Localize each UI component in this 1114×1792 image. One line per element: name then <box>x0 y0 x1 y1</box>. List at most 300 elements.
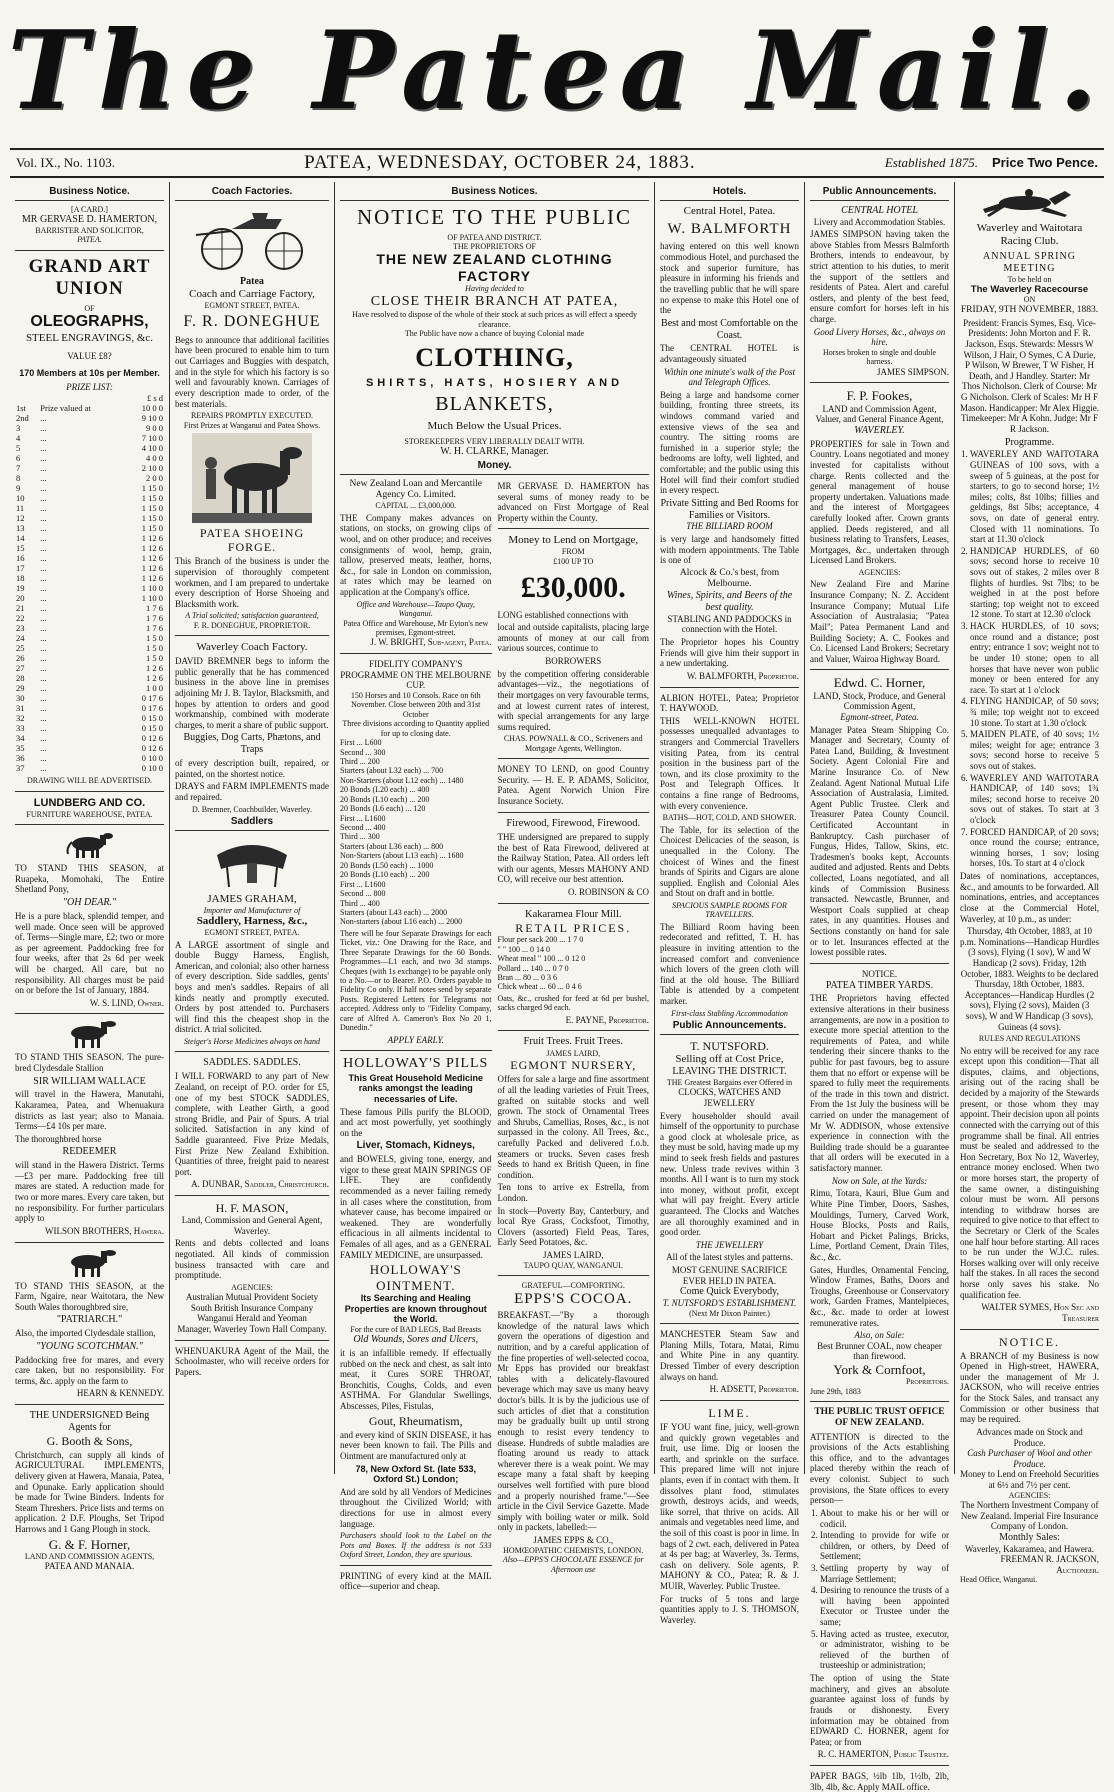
newspaper-title: The Patea Mail. <box>7 8 1107 134</box>
mason-agencies-body: Australian Mutual Provident Society South British Insurance Company Wanganui Herald and Yeoman <box>185 1292 319 1324</box>
section-header: Business Notices. <box>340 186 649 201</box>
blankets: BLANKETS, <box>435 393 554 416</box>
divider <box>498 812 650 813</box>
epps-cocoa: EPPS'S COCOA. <box>514 1290 633 1307</box>
balmforth-name: W. BALMFORTH <box>667 220 792 237</box>
dateline-right <box>885 155 1098 171</box>
table-cell: ... <box>40 723 47 734</box>
epps-body: BREAKFAST.—"By a thorough knowledge of the natural laws which govern the operations of digestion and nutrition, and by a careful application of the fine properties of well-selected cocoa, Mr Epps has provided our breakfast tables with a delicately-flavoured beverage which may save us many heavy doctor's bills. It is by the judicious use of such articles of diet that a constitution may be gradually built up until strong enough to resist every tendency to disease. Hundreds of subtle maladies are floating around us ready to attack wherever there is a weak point. We may escape many a fatal shaft by keeping ourselves well fortified with pure blood and a properly nourished frame."—See article in the Civil Service Gazette. Made simply with boiling water or milk. Sold only in packets, labelled:— <box>497 1310 649 1533</box>
programme-title: Programme. <box>1004 436 1055 448</box>
hamerton-name: MR GERVASE D. HAMERTON, <box>21 214 158 226</box>
table-cell: ... <box>40 763 47 774</box>
storekeepers: STOREKEEPERS VERY LIBERALLY DEALT WITH. <box>404 436 585 446</box>
mortgage-from: FROM <box>561 547 585 557</box>
table-cell: 1 2 6 <box>146 673 163 684</box>
central-hotel: CENTRAL HOTEL <box>841 204 918 216</box>
table-cell: 26 <box>16 653 25 664</box>
graham-name: JAMES GRAHAM, <box>207 892 297 905</box>
bremner-sig: D. Bremner, Coachbuilder, Waverley. <box>191 804 312 814</box>
graham-street: EGMONT STREET, PATEA. <box>204 928 300 938</box>
fidelity-row: 20 Bonds (L6 each) ... 120 <box>340 804 426 814</box>
table-cell: 1 7 6 <box>146 623 163 634</box>
table-row <box>15 703 164 713</box>
advances: Advances made on Stock and Produce. <box>976 1426 1083 1448</box>
fookes-agencies-body: New Zealand Fire and Marine Insurance Company; N. Z. Accident Insurance Company; Mutual Life Association of Australasia; "Patea Mail"; Patea Permanent Land and Building Society; A. C. Fookes and Co. Licensed Land Brokers; Secretary and Valuer, Wairoa Highway Board. <box>810 579 949 664</box>
mason-manager: Manager, Waverley Town Hall Company. <box>177 1324 327 1335</box>
table-cell: ... <box>40 633 47 644</box>
table-cell: ... <box>40 753 47 764</box>
lime-body: IF YOU want fine, juicy, well-grown and quickly grown vegetables and fruit, use lime. Dig or loosen the earth, and sprinkle on the surface. This prepared lime will not injure plants, even if in contact with them. It dissolves plant food, stimulates growth, destroys acids, and weeds, like sorrel, that thrive on acids. All animals and vegetables need lime, and the soil of this coast is poor in lime. In bags of 2 cwt. each, delivered in Patea at 4s per bag; at Waverley, 3s. Terms, cash on delivery. Sole agents, P. MAHONY & CO., Patea; R. & J. MUIR, Waverley. Public Trustee. <box>660 1421 799 1592</box>
divider <box>660 1400 799 1401</box>
table-row <box>15 663 164 673</box>
table-cell: 19 <box>16 583 25 594</box>
firewood-body: THE undersigned are prepared to supply the best of Rata Firewood, delivered at the Railway Station, Patea. All orders left with our agents, Messrs MAHONY AND CO, will receive our best attention. <box>497 832 649 885</box>
next-door: (Next Mr Dixon Painter.) <box>689 1308 770 1318</box>
table-cell: ... <box>40 523 47 534</box>
fidelity-row: Third ... 200 <box>340 756 380 766</box>
retail-prices: RETAIL PRICES. <box>515 921 632 936</box>
table-cell: 32 <box>16 713 25 724</box>
gout-title: Gout, Rheumatism, <box>368 1413 463 1428</box>
fidelity-row: Non-Starters (about L12 each) ... 1480 <box>340 775 464 785</box>
race-item: 4. FLYING HANDICAP, of 50 sovs; ¾ mile; top weight not to exceed 10 stone. To start at 1.30 o'clock <box>970 696 1099 728</box>
table-row <box>15 593 164 603</box>
bremner-body: DAVID BREMNER begs to inform the public generally that he has commenced business in the above line in premises adjoining Mr J. B. Taylor, Blacksmith, and hopes by attention to orders and good workmanship, combined with moderate charges, to merit a share of public support. <box>175 656 329 730</box>
money-left <box>340 479 492 1594</box>
sacrifice: MOST GENUINE SACRIFICE EVER HELD IN PATEA. <box>671 1265 788 1286</box>
simpson-sig: JAMES SIMPSON. <box>876 366 949 377</box>
list-item: 1. About to make his or her will or codicil. <box>820 1508 949 1529</box>
divider <box>15 791 164 792</box>
race-list <box>960 449 1099 869</box>
forge-trial: A Trial solicited; satisfaction guaranteed, <box>185 611 319 621</box>
divider <box>810 669 949 670</box>
prize-header-cell <box>15 393 39 403</box>
table-row <box>15 733 164 743</box>
firstclass-stabling: First-class Stabling Accommodation <box>671 1008 788 1018</box>
borrowers-title: BORROWERS <box>545 656 602 667</box>
divider <box>498 528 650 529</box>
race-item: 2. HANDICAP HURDLES, of 60 sovs; second horse to receive 10 sovs out of stakes, 2 miles over 8 flights of hurdles. 9st 7lbs; to be weighed in at the post before starting; top weight not to exceed 12 stone. To start at 12.30 o'clock <box>970 546 1099 620</box>
table-row <box>15 453 164 463</box>
table-cell: 20 <box>16 593 25 604</box>
billiard-room: THE BILLIARD ROOM <box>686 521 773 532</box>
chance: The Public have now a chance of buying Colonial made <box>404 329 585 339</box>
gout-body: and every kind of SKIN DISEASE, it has never been known to fail. The Pills and Ointment are manufactured only at <box>340 1429 492 1462</box>
payne-sig: E. PAYNE, Proprietor. <box>565 1014 649 1025</box>
table-row <box>15 693 164 703</box>
race-date: FRIDAY, 9TH NOVEMBER, 1883. <box>960 304 1099 315</box>
column-5 <box>805 182 955 1792</box>
table-cell: ... <box>40 703 47 714</box>
saddles-head: SADDLES. SADDLES. <box>203 1057 301 1069</box>
columns <box>10 182 1104 1792</box>
table-cell: 2nd <box>16 412 29 423</box>
steiger-note: Steiger's Horse Medicines always on hand <box>183 1037 321 1047</box>
oxford-body: And are sold by all Vendors of Medicines throughout the Civilized World; with directions for use in almost every language. <box>340 1486 492 1529</box>
table-cell: ... <box>40 503 47 513</box>
divider <box>340 653 492 654</box>
table-row <box>15 723 164 733</box>
mason-body: Rents and debts collected and loans negotiated. All kinds of commission business transacted with care and promptitude. <box>175 1238 329 1281</box>
divider <box>810 382 949 383</box>
table-cell: ... <box>40 422 47 433</box>
wallace-body: will travel in the Hawera, Manutahi, Kakaramea, Patea, and Whenuakura districts as last year; also to Manaia. Terms—£4 10s per mare. <box>15 1089 164 1132</box>
dates-body: Dates of nominations, acceptances, &c., and amounts to be forwarded. All nominations, entries, and acceptances close at the Commercial Hotel, Waverley, at 10 p.m., as under: <box>960 871 1099 924</box>
table-row <box>15 543 164 553</box>
apply-early: APPLY EARLY. <box>387 1034 444 1045</box>
table-cell: 14 <box>16 533 25 544</box>
table-row <box>15 503 164 513</box>
trust-sig: R. C. HAMERTON, Public Trustee. <box>817 1749 949 1760</box>
fidelity-row: Third ... 300 <box>340 832 380 842</box>
oleographs: OLEOGRAPHS, <box>30 313 149 331</box>
table-cell: 0 10 0 <box>141 753 163 764</box>
section-header: Money. <box>340 460 649 475</box>
art-union-title: GRAND ART UNION <box>28 255 151 300</box>
york-sub: Proprietors. <box>905 1377 949 1387</box>
trust-list <box>810 1508 949 1671</box>
table-cell: ... <box>40 613 47 624</box>
close-branch: CLOSE THEIR BRANCH AT PATEA, <box>370 293 619 309</box>
table-cell: 13 <box>16 523 25 534</box>
table-cell: 34 <box>16 733 25 744</box>
nzloan-sig: J. W. BRIGHT, Sub-agent, Patea. <box>370 637 492 648</box>
holloway-oint-sub: Its Searching and Healing Properties are known throughout the World. <box>344 1292 487 1325</box>
holloway-pills: HOLLOWAY'S PILLS <box>343 1056 489 1072</box>
table-cell: 22 <box>16 613 25 624</box>
ohdear-sig: W. S. LIND, Owner. <box>89 997 164 1008</box>
table-cell: 0 12 6 <box>141 733 163 744</box>
albion-body-3: The Billiard Room having been redecorated and refitted, T. H. has pleasure in inviting attention to the increased comfort and convenience which lovers of the green cloth will find at the old house. The Billiard Table is attended by a competent marker. <box>660 921 799 1007</box>
fidelity-row: 20 Bonds (L20 each) ... 400 <box>340 785 430 795</box>
clothing-factory: THE NEW ZEALAND CLOTHING FACTORY <box>376 251 613 284</box>
drays-body: DRAYS and FARM IMPLEMENTS made and repaired. <box>175 781 329 802</box>
patriarch-name: "PATRIARCH." <box>56 1314 123 1326</box>
holloway-ointment: HOLLOWAY'S OINTMENT. <box>369 1262 462 1293</box>
wines-note: Wines, Spirits, and Beers of the best quality. <box>666 590 793 614</box>
table-row <box>15 523 164 533</box>
notice-head: NOTICE. <box>861 968 898 979</box>
divider <box>15 250 164 251</box>
trust-body: ATTENTION is directed to the provisions of the Acts establishing this office, and to the advantages placed thereby within the reach of every colonist. Subject to such provisions, the State offices to every person— <box>810 1431 949 1506</box>
mortgage-amount: £30,000. <box>520 571 626 605</box>
table-row <box>15 763 164 773</box>
fidelity-body: There will be four Separate Drawings for each Ticket, viz.: One Drawing for the Race, and Three Separate Drawings for the 60 Bonds. Programmes—L1 each, and two 3d stamps. Cheques (with 1s exchange) to be payable only to a No.—or to Bearer. P.O. Orders payable to Fidelity Co only. If half notes send by separate Posts. Registered Letters for Telegrams not accepted. Address only to "Fidelity Company, care of Alfred A. Cameron's Box No 20 1, Dunedin." <box>340 928 492 1033</box>
fidelity-row: 20 Bonds (L50 each) ... 1000 <box>340 860 434 870</box>
column-3 <box>335 182 655 1592</box>
table-cell: 4 10 0 <box>141 442 163 453</box>
retail-row: " " 100 ... 0 14 0 <box>497 944 551 954</box>
lundberg-sub: FURNITURE WAREHOUSE, PATEA. <box>26 809 153 819</box>
divider <box>810 1765 949 1766</box>
firewood-sig: O. ROBINSON & CO <box>567 887 649 898</box>
on-label: ON <box>1023 295 1036 305</box>
horse-icon <box>60 1019 120 1049</box>
table-cell: ... <box>40 482 47 493</box>
table-row <box>15 633 164 643</box>
dateline <box>10 148 1104 178</box>
table-cell: 0 17 6 <box>141 693 163 704</box>
fidelity-sub: 150 Horses and 10 Consols. Race on 6th November. Close between 20th and 31st October <box>350 690 481 719</box>
money-columns <box>340 479 649 1594</box>
section-header: Hotels. <box>660 186 799 201</box>
racehorse-illustration <box>960 187 1099 219</box>
central-hotel-title: Central Hotel, Patea. <box>683 204 776 217</box>
wallace-name: SIR WILLIAM WALLACE <box>33 1075 146 1087</box>
table-cell: 27 <box>16 663 25 674</box>
list-item: 3. Settling property by way of Marriage Settlement; <box>820 1563 949 1584</box>
clocks-body: Every householder should avail himself of the opportunity to purchase a good clock at wholesale price, as they must be sold, having made up my mind to seek fresh fields and pastures new. Unless trade revives within 3 months. All I want is to turn my stock into money, without profit, except what will pay freight. Every article guaranteed. The Clocks and Watches are all thoroughly examined and in good order. <box>660 1110 799 1238</box>
table-cell: 10 <box>16 492 25 503</box>
table-row <box>15 443 164 453</box>
table-cell: 11 <box>16 503 25 513</box>
lime-tons: For trucks of 5 tons and large quantities apply to J. S. THOMSON, Waverley. <box>660 1593 799 1625</box>
waverley-coach-title: Waverley Coach Factory. <box>196 641 308 654</box>
table-cell: 2 0 0 <box>146 472 163 483</box>
mason-name: H. F. MASON, <box>215 1200 289 1215</box>
horse-illustration <box>15 1248 164 1278</box>
price: Price Two Pence. <box>992 155 1098 170</box>
art-union-of: OF <box>84 303 95 313</box>
section-header: Business Notice. <box>15 186 164 201</box>
firewood-title: Firewood, Firewood, Firewood. <box>506 817 641 829</box>
come-quick: Come Quick Everybody, <box>679 1286 780 1298</box>
table-cell: 0 15 0 <box>141 713 163 724</box>
table-cell: 21 <box>16 603 25 614</box>
table-cell: 1 15 0 <box>141 482 163 493</box>
coach-street: EGMONT STREET, PATEA. <box>204 300 300 310</box>
liver-body: and BOWELS, giving tone, energy, and vigor to these great MAIN SPRINGS OF LIFE. They are confidently recommended as a never failing remedy in all cases where the constitution, from whatever cause, has become impaired or weakened. They are wonderfully efficacious in all ailments incidental to Females of all ages, and as a GENERAL FAMILY MEDICINE, are unsurpassed. <box>340 1154 492 1260</box>
table-cell: 1 15 0 <box>141 523 163 534</box>
table-cell: 17 <box>16 563 25 574</box>
jewellery-body: All of the latest styles and patterns. <box>666 1252 793 1263</box>
divider <box>498 758 650 759</box>
table-cell: 30 <box>16 693 25 704</box>
table-row <box>15 603 164 613</box>
graham-sub: Importer and Manufacturer of <box>203 905 301 915</box>
laird-name: JAMES LAIRD, <box>546 1048 601 1058</box>
lundberg-title: LUNDBERG AND CO. <box>33 796 146 809</box>
table-cell: ... <box>40 553 47 564</box>
whenuakura-agent: WHENUAKURA Agent of the Mail, the Schoolmaster, who will receive orders for Papers. <box>175 1345 329 1377</box>
within-minute: Within one minute's walk of the Post and Telegraph Offices. <box>664 366 795 388</box>
table-cell: 1 10 0 <box>141 583 163 594</box>
divider <box>660 1323 799 1324</box>
divider <box>15 824 164 825</box>
prize-header-cell <box>39 393 125 403</box>
decided: Having decided to <box>465 284 524 294</box>
epps-also: Also—EPPS'S CHOCOLATE ESSENCE for Afternoon use <box>502 1555 644 1574</box>
table-cell: 33 <box>16 723 25 734</box>
racing-sig: WALTER SYMES, Hon Sec and Treasurer <box>981 1302 1099 1323</box>
fookes-name: F. P. Fookes, <box>846 388 913 404</box>
table-cell: ... <box>40 583 47 594</box>
fidelity-row: 20 Bonds (L10 each) ... 200 <box>340 794 430 804</box>
table-cell: 1 5 0 <box>146 643 163 654</box>
adsett-body: MANCHESTER Steam Saw and Planing Mills, Totara, Matai, Rimu and White Pine in any quantity. Dressed Timber of every description always on hand. <box>660 1329 799 1382</box>
jewellery-title: THE JEWELLERY <box>695 1239 764 1250</box>
mortgage-title: Money to Lend on Mortgage, <box>508 534 639 547</box>
fidelity-row: First ... L600 <box>340 738 382 748</box>
now-sale: Now on Sale, at the Yards: <box>831 1175 928 1186</box>
old-wounds-body: it is an infallible remedy. If effectually rubbed on the neck and chest, as salt into meat, it Cures SORE THROAT, Bronchitis, Coughs, Colds, and even ASTHMA. For Glandular Swellings, Abscesses, Piles, Fistulas, <box>340 1348 492 1412</box>
holloway-oint-for: For the cure of BAD LEGS, Bad Breasts <box>350 1324 482 1334</box>
doneghue-body: Begs to announce that additional facilities have been procured to enable him to turn out Carriages and Buggies with despatch, and in the style for which his factory is so well and favourably known. Carriages of every description made to order, of the best materials. <box>175 334 329 409</box>
table-cell: ... <box>40 643 47 654</box>
table-cell: ... <box>40 442 47 453</box>
table-cell: 35 <box>16 743 25 754</box>
booth-head: THE UNDERSIGNED Being Agents for <box>29 1409 150 1433</box>
retail-table <box>498 935 650 992</box>
forge-illustration <box>175 433 329 523</box>
table-cell: 4 <box>16 432 21 443</box>
retail-row: Pollard ... 140 ... 0 7 0 <box>497 963 569 973</box>
table-cell: ... <box>40 623 47 634</box>
table-cell: 6 <box>16 452 21 463</box>
horner-name: G. & F. Horner, <box>48 1536 131 1552</box>
table-cell: ... <box>40 563 47 574</box>
table-cell: ... <box>40 743 47 754</box>
epps-sig: JAMES EPPS & CO., <box>533 1535 614 1546</box>
fidelity-row: First ... L1600 <box>340 813 386 823</box>
table-cell: 1 5 0 <box>146 653 163 664</box>
table-cell: ... <box>40 462 47 473</box>
divider <box>175 635 329 636</box>
race-item: 1. WAVERLEY AND WAITOTARA GUINEAS of 100 sovs, with a sweep of 5 guineas, at the post for starters, to go to second horse; 1½ miles; colts, 8st 10lbs; fillies and geldings, 8st 5lbs; acceptance, 4 sovs, on date of general entry. Closed with 11 nominations. To start at 11.30 o'clock <box>970 449 1099 544</box>
list-item: 2. Intending to provide for wife or children, or others, by Deed of Settlement; <box>820 1530 949 1562</box>
now-sale-body: Rimu, Totara, Kauri, Blue Gum and White Pine Timber, Doors, Sashes, Mouldings, Turnery, Carved Work, House Blocks, Posts and Rails, Hobart and Picket Palings, Bricks, Lime, Portland Cement, Drain Tiles, &c., &c. <box>810 1188 949 1262</box>
table-cell: 5 <box>16 442 21 453</box>
prize-header-cell: £ s d <box>146 392 163 403</box>
column-6 <box>955 182 1104 1585</box>
rules-head: RULES AND REGULATIONS <box>978 1034 1081 1044</box>
retail-row: Wheat meal " 100 ... 0 12 0 <box>497 954 586 964</box>
divider <box>498 1030 650 1031</box>
wallace-text: TO STAND THIS SEASON. The pure-bred Clydesdale Stallion <box>15 1052 164 1073</box>
albion-body: THIS WELL-KNOWN HOTEL possesses unequalled advantages to strangers and Commercial Travellers visiting Patea, from its central position in the business part of the town, and its close proximity to the Post and Telegraph Offices. It contains a fine range of Bedrooms, with every convenience. <box>660 715 799 811</box>
dunbar-sig: A. DUNBAR, Saddler, Christchurch. <box>191 1179 329 1190</box>
table-row <box>15 493 164 503</box>
nzloan-capital: CAPITAL ... £3,000,000. <box>375 501 457 511</box>
clothing: CLOTHING, <box>415 342 574 372</box>
table-row <box>15 713 164 723</box>
divider <box>175 1340 329 1341</box>
fidelity-row: Starters (about L32 each) ... 700 <box>340 766 444 776</box>
cash-purchaser: Cash Purchaser of Wool and other Produce. <box>967 1448 1092 1469</box>
albion-head: ALBION HOTEL, Patea; Proprietor T. HAYWOOD. <box>660 692 799 714</box>
table-cell: 1 15 0 <box>141 503 163 513</box>
buggies-body: of every description built, repaired, or painted, on the shortest notice. <box>175 758 329 779</box>
dates-list: Thursday, 4th October, 1883, at 10 p.m. Nominations—Handicap Hurdles (3 sovs), Flying (1 sov), W and W Handicap (2 sovs). Friday, 12th October, 1883. Weights to be declared Thursday, 18th October, 1883. Acceptances—Handicap Hurdles (2 sovs), Flying (2 sovs), Maiden (3 sovs), W and W Handicap (3 sovs), Guineas (4 sovs). <box>960 926 1099 1032</box>
fidelity-row: Non-Starters (about L13 each) ... 1680 <box>340 851 464 861</box>
table-row <box>15 743 164 753</box>
drawing-note: DRAWING WILL BE ADVERTISED. <box>26 776 153 786</box>
race-item: 3. HACK HURDLES, of 10 sovs; once round and a distance; post entry; entrance 1 sov; weight not to be under 10 stone; open to all horses that have never won public money or been entered for any race. To start at 1 o'clock <box>970 621 1099 695</box>
retail-row: Flour per sack 200 ... 1 7 0 <box>497 935 584 945</box>
retail-row: Bran ... 80 ... 0 3 6 <box>497 972 558 982</box>
carriage-icon <box>192 205 312 273</box>
table-row <box>15 463 164 473</box>
table-cell: ... <box>40 533 47 544</box>
masthead <box>0 0 1114 142</box>
notice-head: NOTICE. <box>999 1334 1060 1349</box>
simpson-body: JAMES SIMPSON having taken the above Stables from Messrs Balmforth Brothers, intends to endeavour, by strict attention to his duties, to merit the support of the settlers and residents of Patea. Alert and careful ostlers, and plenty of the best feed, ensure comfort for horses left in his charge. <box>810 229 949 325</box>
fidelity-row: Third ... 400 <box>340 898 380 908</box>
fidelity-row: Second ... 800 <box>340 889 386 899</box>
clarke-sig: W. H. CLARKE, Manager. <box>440 446 549 458</box>
spacious-rooms: SPACIOUS SAMPLE ROOMS FOR TRAVELLERS. <box>672 900 787 920</box>
prize-table <box>15 393 164 774</box>
dunbar-body: I WILL FORWARD to any part of New Zealand, on receipt of P.O. order for £5, one of my best STOCK SADDLES, complete, with Leather Girth, a good strong Bridle, and Pair of Spurs. A trial solicited. Satisfaction in any kind of Saddle guaranteed. Five Prize Medals, First Prize New Zealand Exhibition. Quantities of three, freight paid to nearest port. <box>175 1071 329 1177</box>
saddle-icon <box>207 835 297 890</box>
divider <box>175 1195 329 1196</box>
timber-body: THE Proprietors having effected extensive alterations in their business arrangements, are now in a position to execute more special attention to the requirements of Patea, and while tendering their sincere thanks to the public for past favours, beg to assure them that no effort or expense will be spared to fully meet the requirements of the trade in this town and district. From the 1st July the business will be carried on under the management of Mr W. ADDISON, whose extensive experience in connection with the Building trade should be a guarantee that all orders will be executed in a satisfactory manner. <box>810 993 949 1174</box>
section-header: Coach Factories. <box>175 186 329 201</box>
redeemer-name: REDEEMER <box>62 1146 117 1158</box>
table-cell: 1 2 6 <box>146 663 163 674</box>
table-cell: 3 <box>16 422 21 433</box>
table-cell: ... <box>40 573 47 584</box>
table-cell: ... <box>40 693 47 704</box>
table-cell: ... <box>40 543 47 554</box>
albion-body-2: The Table, for its selection of the Choicest Delicacies of the season, is unequalled in the Colony. The choicest of Wines and the finest brands of Spirits and Cigars are alone supplied. English and Colonial Ales and Stout on draft and in bottle. <box>660 824 799 899</box>
mason-sub: Land, Commission and General Agent, Waverley. <box>181 1215 323 1236</box>
ohdear-name: "OH DEAR." <box>62 897 117 909</box>
table-cell: 12 <box>16 513 25 524</box>
table-cell: 0 17 6 <box>141 703 163 714</box>
volume-number: Vol. IX., No. 1103. <box>16 155 115 170</box>
table-cell: 4 0 0 <box>146 452 163 463</box>
nzloan-patea: Patea Office and Warehouse, Mr Eyton's new premises, Egmont-street. <box>343 618 489 637</box>
table-row <box>15 643 164 653</box>
to-be-held: To be held on <box>1007 274 1052 284</box>
mortgage-long: LONG established connections with <box>497 609 629 620</box>
blacksmith-horse-icon <box>192 433 312 523</box>
table-cell: 37 <box>16 763 25 774</box>
proprietor-body: The Proprietor hopes his Country Friends will give him their support in a new undertaking. <box>660 637 799 669</box>
table-cell: 1 7 6 <box>146 613 163 624</box>
mortgage-body: local and outside capitalists, placing large amounts of money at our call from various sources, continue to <box>497 622 649 654</box>
race-item: 5. MAIDEN PLATE, of 40 sovs; 1½ miles; weight for age; entrance 3 sovs; second horse to receive 5 sovs out of stakes. <box>970 729 1099 771</box>
balmforth-body: having entered on this well known commodious Hotel, and purchased the stock and superior furniture, has pleasure in informing his friends and the travelling public that he will spare no expense to make this Hotel one of the <box>660 241 799 316</box>
doneghue-name: F. R. DONEGHUE <box>183 313 321 330</box>
divider <box>340 1565 492 1566</box>
divider <box>810 1401 949 1402</box>
fookes-sub: LAND and Commission Agent, Valuer, and General Finance Agent, <box>815 403 944 425</box>
adams-body: MONEY TO LEND, on good Country Security. — H. E. P. ADAMS, Solicitor, Patea. Agent Norwich Union Fire Insurance Society. <box>497 764 649 807</box>
york-cornfoot: York & Cornfoot, <box>833 1362 926 1378</box>
horner-place: PATEA AND MANAIA. <box>44 1561 135 1572</box>
table-cell: 0 12 6 <box>141 743 163 754</box>
alcock-table: Alcock & Co.'s best, from Melbourne. <box>679 567 780 590</box>
established: Established 1875. <box>884 155 979 170</box>
table-cell: 1 12 6 <box>141 563 163 574</box>
table-cell: 25 <box>16 643 25 654</box>
table-cell: 0 10 0 <box>141 763 163 774</box>
table-cell: 8 <box>16 472 21 483</box>
selling-off: Selling off at Cost Price, <box>675 1053 784 1066</box>
timber-head: PATEA TIMBER YARDS. <box>825 979 934 991</box>
old-wounds: Old Wounds, Sores and Ulcers, <box>353 1334 479 1346</box>
race-item: 6. WAVERLEY AND WAITOTARA HANDICAP, of 140 sovs; 1¾ miles; second horse to receive 20 sovs out of stakes. To start at 3 o'clock <box>970 773 1099 826</box>
divider <box>15 1013 164 1014</box>
table-cell: 1 7 6 <box>146 603 163 614</box>
private-rooms: Private Sitting and Bed Rooms for Families or Visitors. <box>660 497 799 521</box>
pony-icon <box>60 830 120 860</box>
monthly-body: Waverley, Kakaramea, and Hawera. <box>964 1543 1095 1554</box>
fidelity-div: Three divisions according to Quantity applied for up to closing date. <box>342 719 490 738</box>
